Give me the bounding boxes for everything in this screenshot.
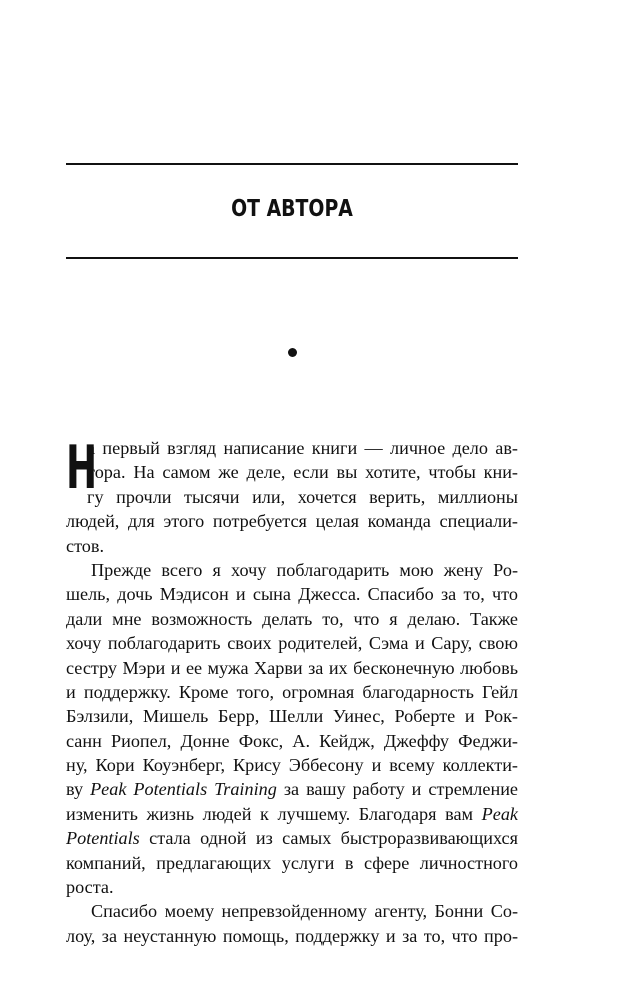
chapter-heading: ОТ АВТОРА (231, 196, 353, 222)
text-line: Бэлзили, Мишель Берр, Шелли Уинес, Роберте и Рок- (66, 706, 518, 727)
text-fragment: изменить жизнь людей к лучшему. Благодаря вам (66, 803, 474, 824)
text-line: шель, дочь Мэдисон и сына Джесса. Спасибо за то, что (66, 584, 518, 605)
text-line: стов. (66, 535, 105, 556)
text-fragment-italic: Peak (481, 803, 519, 824)
top-rule (66, 163, 518, 165)
drop-cap: Н (66, 433, 98, 503)
text-fragment: ву (66, 779, 84, 800)
text-line (66, 826, 518, 850)
text-line: компаний, предлагающих услуги в сфере личностного (66, 852, 518, 873)
bottom-rule (66, 257, 518, 259)
text-line: людей, для этого потребуется целая команда специали- (66, 511, 518, 532)
text-line: хочу поблагодарить своих родителей, Сэма и Сару, свою (66, 633, 518, 654)
text-line: Спасибо моему непревзойденному агенту, Бонни Со- (91, 901, 518, 922)
text-line (66, 777, 518, 801)
text-line: Прежде всего я хочу поблагодарить мою жену Ро- (91, 559, 518, 580)
text-fragment-italic: Potentials (66, 828, 140, 849)
body-text (66, 433, 519, 948)
text-line: а первый взгляд написание книги — личное дело ав- (87, 438, 518, 458)
text-line: сестру Мэри и ее мужа Харви за их бесконечную любовь (66, 657, 518, 678)
text-line: тора. На самом же деле, если вы хотите, чтобы кни- (87, 462, 518, 483)
text-line: и поддержку. Кроме того, огромная благодарность Гейл (66, 681, 518, 702)
text-line: лоу, за неустанную помощь, поддержку и за то, что про- (66, 925, 518, 946)
text-line: роста. (66, 877, 114, 898)
text-line: ну, Кори Коуэнберг, Крису Эббесону и всему коллекти- (66, 755, 518, 776)
text-fragment: стала одной из самых быстроразвивающихся (149, 828, 518, 849)
text-line: дали мне возможность делать то, что я делаю. Также (66, 608, 518, 629)
text-fragment-italic: Peak Potentials Training (90, 779, 277, 800)
text-line: гу прочли тысячи или, хочется верить, миллионы (87, 486, 518, 507)
bullet-ornament (288, 348, 297, 357)
text-line: санн Риопел, Донне Фокс, А. Кейдж, Джеффу Феджи- (66, 730, 518, 751)
text-fragment: за вашу работу и стремление (283, 779, 518, 800)
text-line (66, 802, 518, 826)
